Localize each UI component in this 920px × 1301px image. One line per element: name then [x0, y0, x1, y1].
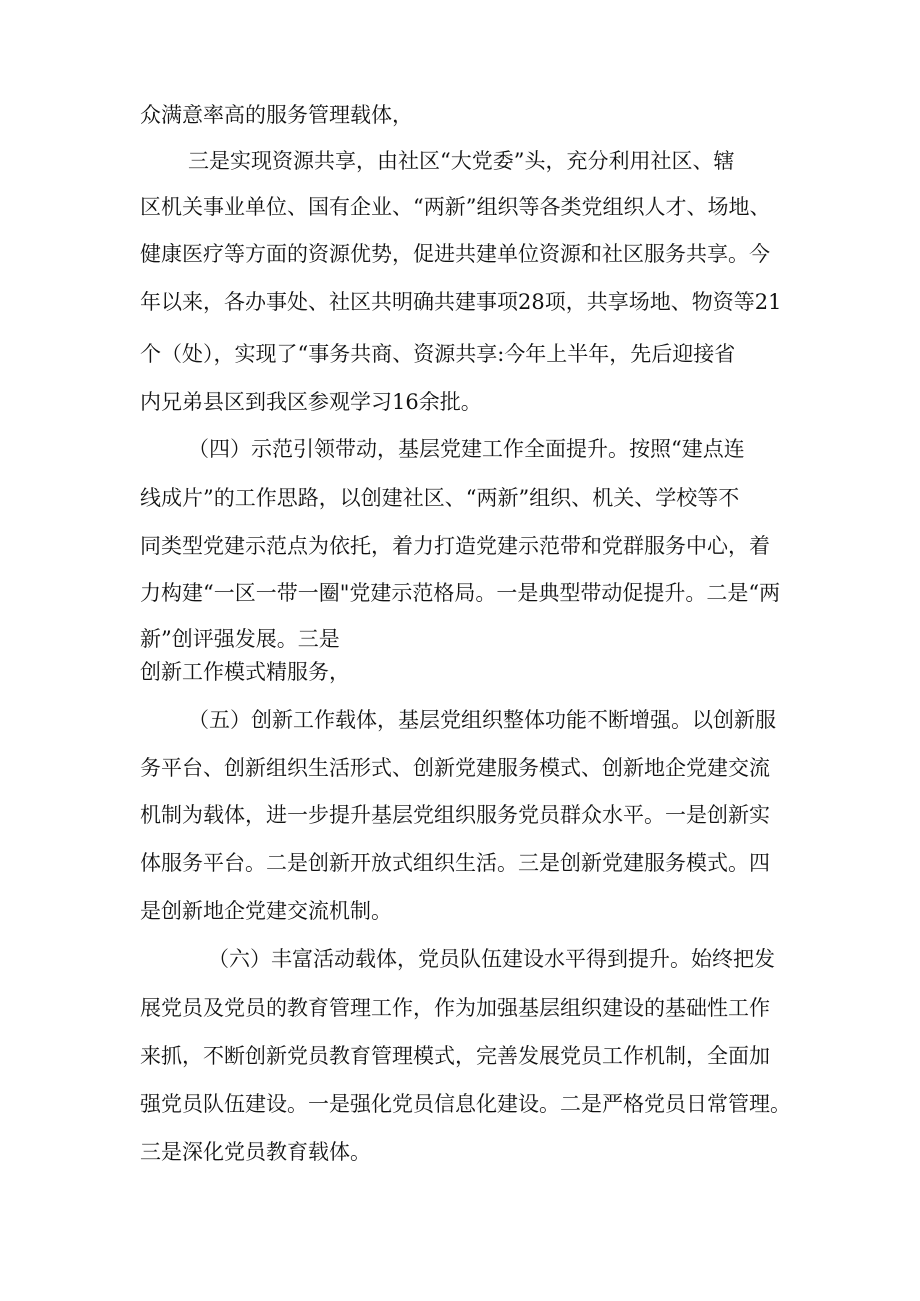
text-line: 众满意率高的服务管理载体， — [140, 103, 413, 127]
text-line: 机制为载体，进一步提升基层党组织服务党员群众水平。一是创新实 — [140, 803, 770, 827]
text-line: 年以来，各办事处、社区共明确共建事项28项，共享场地、物资等21 — [140, 290, 782, 314]
text-line: （六）丰富活动载体，党员队伍建设水平得到提升。始终把发 — [208, 947, 775, 971]
text-line: 三是深化党员教育载体。 — [140, 1140, 371, 1164]
text-line: 体服务平台。二是创新开放式组织生活。三是创新党建服务模式。四 — [140, 851, 770, 875]
text-line: 区机关事业单位、国有企业、“两新”组织等各类党组织人才、场地、 — [140, 195, 771, 219]
text-line: 是创新地企党建交流机制。 — [140, 899, 392, 923]
text-line: 新”创评强发展。三是 — [140, 627, 340, 651]
text-line: 个（处），实现了“事务共商、资源共享:今年上半年，先后迎接省 — [140, 342, 736, 366]
text-line: 力构建“一区一带一圈"党建示范格局。一是典型带动促提升。二是“两 — [140, 581, 781, 605]
text-line: 线成片”的工作思路，以创建社区、“两新”组织、机关、学校等不 — [140, 486, 740, 510]
text-line: （五）创新工作载体，基层党组织整体功能不断增强。以创新服 — [188, 708, 776, 732]
text-line: 健康医疗等方面的资源优势，促进共建单位资源和社区服务共享。今 — [140, 242, 770, 266]
text-line: 同类型党建示范点为依托，着力打造党建示范带和党群服务中心，着 — [140, 534, 770, 558]
text-line: 三是实现资源共享，由社区“大党委”头，充分利用社区、辖 — [188, 149, 735, 173]
text-line: 展党员及党员的教育管理工作，作为加强基层组织建设的基础性工作 — [140, 996, 770, 1020]
text-line: 务平台、创新组织生活形式、创新党建服务模式、创新地企党建交流 — [140, 756, 770, 780]
text-line: 创新工作模式精服务， — [140, 660, 350, 684]
text-line: 来抓，不断创新党员教育管理模式，完善发展党员工作机制，全面加 — [140, 1044, 770, 1068]
text-line: 强党员队伍建设。一是强化党员信息化建设。二是严格党员日常管理。 — [140, 1092, 791, 1116]
text-line: （四）示范引领带动，基层党建工作全面提升。按照“建点连 — [188, 437, 745, 461]
text-line: 内兄弟县区到我区参观学习16余批。 — [140, 390, 482, 414]
